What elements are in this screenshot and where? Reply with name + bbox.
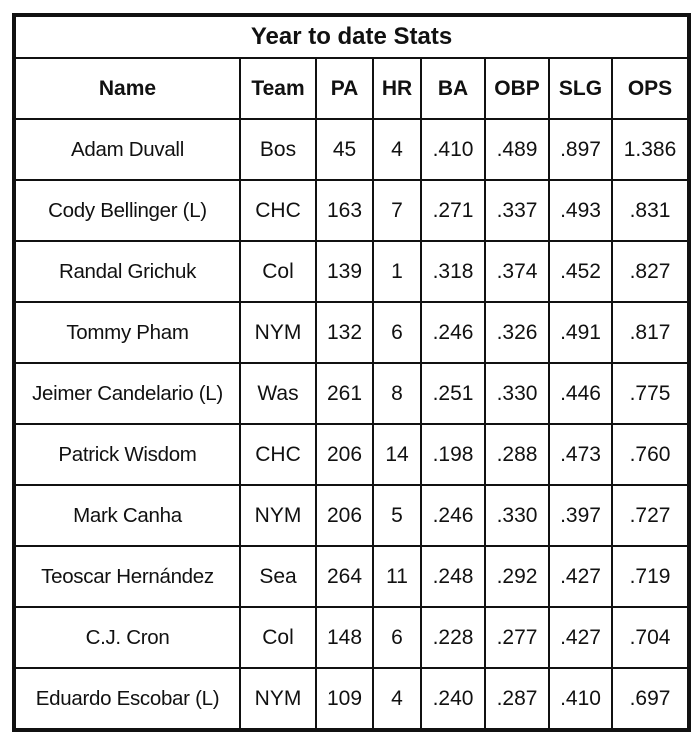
player-name: Cody Bellinger (L)	[14, 180, 240, 241]
ops-cell: .760	[612, 424, 689, 485]
column-header-ba: BA	[421, 58, 485, 119]
ba-cell: .198	[421, 424, 485, 485]
team-cell: NYM	[240, 302, 316, 363]
obp-cell: .330	[485, 363, 549, 424]
column-header-name: Name	[14, 58, 240, 119]
pa-cell: 163	[316, 180, 373, 241]
ops-cell: .704	[612, 607, 689, 668]
ops-cell: .719	[612, 546, 689, 607]
player-name: Teoscar Hernández	[14, 546, 240, 607]
header-row	[14, 58, 689, 119]
ba-cell: .240	[421, 668, 485, 730]
pa-cell: 206	[316, 485, 373, 546]
hr-cell: 6	[373, 607, 421, 668]
hr-cell: 4	[373, 119, 421, 180]
hr-cell: 5	[373, 485, 421, 546]
hr-cell: 1	[373, 241, 421, 302]
table-row	[14, 424, 689, 485]
table-row	[14, 607, 689, 668]
pa-cell: 261	[316, 363, 373, 424]
pa-cell: 206	[316, 424, 373, 485]
player-name: Mark Canha	[14, 485, 240, 546]
team-cell: Sea	[240, 546, 316, 607]
column-header-slg: SLG	[549, 58, 612, 119]
obp-cell: .287	[485, 668, 549, 730]
column-header-team: Team	[240, 58, 316, 119]
ba-cell: .248	[421, 546, 485, 607]
hr-cell: 14	[373, 424, 421, 485]
player-name: Randal Grichuk	[14, 241, 240, 302]
ops-cell: .727	[612, 485, 689, 546]
obp-cell: .277	[485, 607, 549, 668]
ops-cell: .697	[612, 668, 689, 730]
slg-cell: .897	[549, 119, 612, 180]
table-title: Year to date Stats	[14, 15, 689, 58]
stats-table	[12, 13, 691, 732]
ba-cell: .410	[421, 119, 485, 180]
slg-cell: .397	[549, 485, 612, 546]
pa-cell: 132	[316, 302, 373, 363]
player-name: C.J. Cron	[14, 607, 240, 668]
obp-cell: .288	[485, 424, 549, 485]
ops-cell: .775	[612, 363, 689, 424]
column-header-hr: HR	[373, 58, 421, 119]
ba-cell: .318	[421, 241, 485, 302]
slg-cell: .446	[549, 363, 612, 424]
table-row	[14, 485, 689, 546]
ops-cell: .817	[612, 302, 689, 363]
obp-cell: .326	[485, 302, 549, 363]
table-row	[14, 302, 689, 363]
ops-cell: .831	[612, 180, 689, 241]
hr-cell: 6	[373, 302, 421, 363]
hr-cell: 11	[373, 546, 421, 607]
hr-cell: 8	[373, 363, 421, 424]
player-name: Adam Duvall	[14, 119, 240, 180]
team-cell: Bos	[240, 119, 316, 180]
ops-cell: .827	[612, 241, 689, 302]
table-row	[14, 241, 689, 302]
ba-cell: .251	[421, 363, 485, 424]
slg-cell: .452	[549, 241, 612, 302]
team-cell: Was	[240, 363, 316, 424]
team-cell: Col	[240, 607, 316, 668]
obp-cell: .330	[485, 485, 549, 546]
slg-cell: .410	[549, 668, 612, 730]
table-row	[14, 180, 689, 241]
hr-cell: 4	[373, 668, 421, 730]
pa-cell: 109	[316, 668, 373, 730]
column-header-obp: OBP	[485, 58, 549, 119]
slg-cell: .493	[549, 180, 612, 241]
player-name: Jeimer Candelario (L)	[14, 363, 240, 424]
team-cell: NYM	[240, 668, 316, 730]
pa-cell: 139	[316, 241, 373, 302]
ba-cell: .271	[421, 180, 485, 241]
ba-cell: .228	[421, 607, 485, 668]
hr-cell: 7	[373, 180, 421, 241]
player-name: Tommy Pham	[14, 302, 240, 363]
obp-cell: .337	[485, 180, 549, 241]
slg-cell: .427	[549, 607, 612, 668]
table-row	[14, 668, 689, 730]
pa-cell: 148	[316, 607, 373, 668]
ba-cell: .246	[421, 485, 485, 546]
pa-cell: 45	[316, 119, 373, 180]
team-cell: CHC	[240, 424, 316, 485]
team-cell: Col	[240, 241, 316, 302]
player-name: Patrick Wisdom	[14, 424, 240, 485]
column-header-ops: OPS	[612, 58, 689, 119]
title-row	[14, 15, 689, 58]
column-header-pa: PA	[316, 58, 373, 119]
pa-cell: 264	[316, 546, 373, 607]
slg-cell: .491	[549, 302, 612, 363]
slg-cell: .427	[549, 546, 612, 607]
obp-cell: .374	[485, 241, 549, 302]
ba-cell: .246	[421, 302, 485, 363]
table-row	[14, 119, 689, 180]
obp-cell: .489	[485, 119, 549, 180]
table-row	[14, 363, 689, 424]
team-cell: CHC	[240, 180, 316, 241]
table-row	[14, 546, 689, 607]
player-name: Eduardo Escobar (L)	[14, 668, 240, 730]
ops-cell: 1.386	[612, 119, 689, 180]
team-cell: NYM	[240, 485, 316, 546]
slg-cell: .473	[549, 424, 612, 485]
obp-cell: .292	[485, 546, 549, 607]
